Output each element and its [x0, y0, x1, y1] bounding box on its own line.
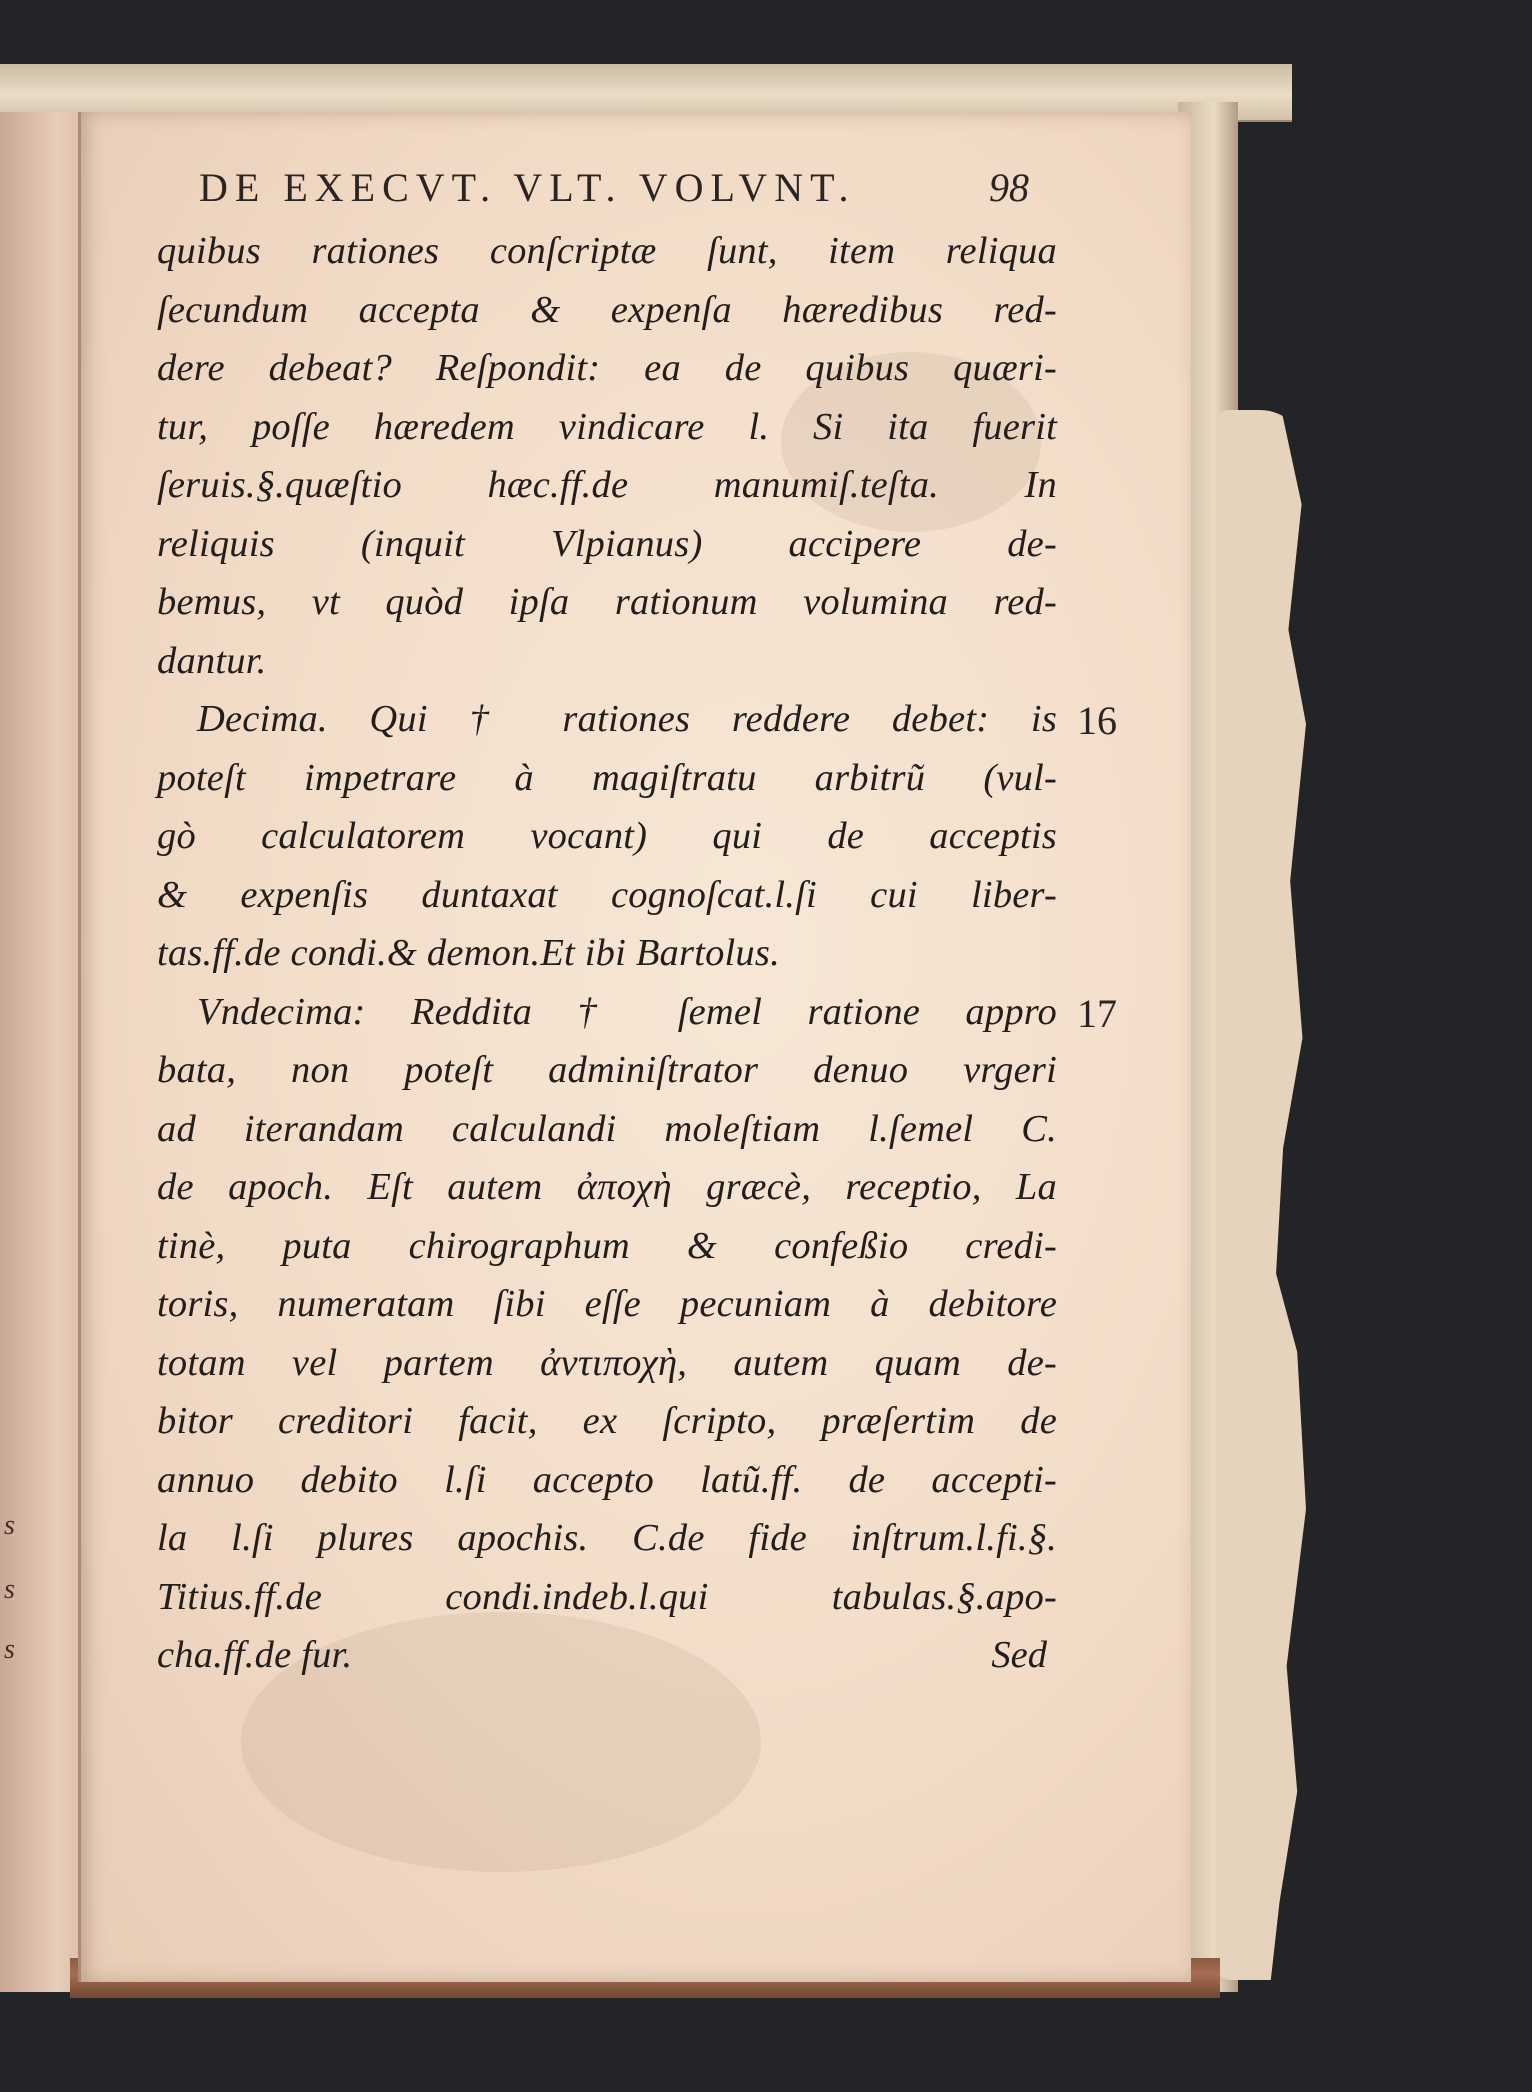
text-line-content: tas.ff.de condi.& demon.Et ibi Bartolus.	[157, 932, 780, 974]
text-line-content: totam vel partem ἀντιποχὴ, autem quam de-	[157, 1341, 1057, 1384]
text-line	[157, 1217, 1067, 1276]
text-line-content: & expenſis duntaxat cognoſcat.l.ſi cui liber-	[157, 873, 1057, 916]
text-line	[157, 1158, 1067, 1217]
text-line	[157, 1392, 1067, 1451]
text-line-content: ſecundum accepta & expenſa hæredibus red-	[157, 288, 1057, 331]
text-line-content: tur, poſſe hæredem vindicare l. Si ita fuerit	[157, 405, 1057, 448]
text-line	[157, 983, 1117, 1042]
text-line	[157, 281, 1067, 340]
text-line-content: quibus rationes conſcriptæ ſunt, item reliqua	[157, 230, 1057, 272]
text-line-content: ad iterandam calculandi moleſtiam l.ſemel C.	[157, 1107, 1057, 1150]
text-line-content: la l.ſi plures apochis. C.de fide inſtrum.l.fi.§.	[157, 1517, 1057, 1559]
text-line	[157, 456, 1067, 515]
text-line-content: dere debeat? Reſpondit: ea de quibus quæri-	[157, 347, 1057, 389]
text-line	[157, 1509, 1067, 1568]
text-line	[157, 632, 1067, 691]
text-line	[157, 398, 1067, 457]
text-line-content: Decima. Qui † rationes reddere debet: is	[197, 698, 1057, 740]
text-line	[157, 339, 1067, 398]
text-line-content: annuo debito l.ſi accepto latũ.ff. de accepti-	[157, 1458, 1057, 1501]
text-line-content: ſeruis.§.quæſtio hæc.ff.de manumiſ.teſta. In	[157, 464, 1057, 506]
text-line	[157, 1041, 1067, 1100]
text-line-content: reliquis (inquit Vlpianus) accipere de-	[157, 522, 1057, 565]
text-line	[157, 1275, 1067, 1334]
left-page-text-fragments	[4, 112, 24, 1992]
text-line-content: de apoch. Eſt autem ἀποχὴ græcè, receptio, La	[157, 1166, 1057, 1208]
text-line-content: gò calculatorem vocant) qui de acceptis	[157, 815, 1057, 857]
text-line	[157, 1568, 1067, 1627]
text-line-content: poteſt impetrare à magiſtratu arbitrũ (vul-	[157, 756, 1057, 799]
text-line-content: bitor creditori facit, ex ſcripto, præſertim de	[157, 1400, 1057, 1442]
text-line-content: Vndecima: Reddita † ſemel ratione appro	[197, 990, 1057, 1033]
text-line	[157, 1451, 1067, 1510]
running-head	[199, 164, 1029, 224]
text-line	[157, 749, 1067, 808]
text-line-content: tinè, puta chirographum & confeßio credi-	[157, 1224, 1057, 1267]
marginal-number: 16	[1077, 698, 1117, 743]
text-line	[157, 1626, 1067, 1685]
text-line	[157, 807, 1067, 866]
text-line	[157, 924, 1067, 983]
left-page-fragment: s	[4, 1574, 15, 1605]
book-page	[78, 112, 1191, 1982]
text-line-content: dantur.	[157, 639, 267, 682]
text-line	[157, 1100, 1067, 1159]
text-line	[157, 515, 1067, 574]
running-head-title: DE EXECVT. VLT. VOLVNT.	[199, 165, 856, 210]
text-line-content: toris, numeratam ſibi eſſe pecuniam à debitore	[157, 1283, 1057, 1325]
left-page-fragment: s	[4, 1634, 15, 1665]
marginal-number: 17	[1077, 990, 1117, 1036]
text-line	[157, 866, 1067, 925]
page-number: 98	[989, 165, 1029, 210]
left-page-fragment: s	[4, 1510, 15, 1541]
text-line	[157, 573, 1067, 632]
text-line-content: bemus, vt quòd ipſa rationum volumina red-	[157, 581, 1057, 623]
text-line	[157, 690, 1117, 749]
text-line-content: bata, non poteſt adminiſtrator denuo vrgeri	[157, 1049, 1057, 1091]
torn-leaf	[1218, 410, 1306, 1980]
text-block	[157, 222, 1117, 1685]
text-line	[157, 1334, 1067, 1393]
text-line-content: Titius.ff.de condi.indeb.l.qui tabulas.§.apo-	[157, 1575, 1057, 1618]
text-line-content: cha.ff.de fur.	[157, 1634, 353, 1676]
text-line	[157, 222, 1067, 281]
catchword: Sed	[991, 1634, 1047, 1676]
